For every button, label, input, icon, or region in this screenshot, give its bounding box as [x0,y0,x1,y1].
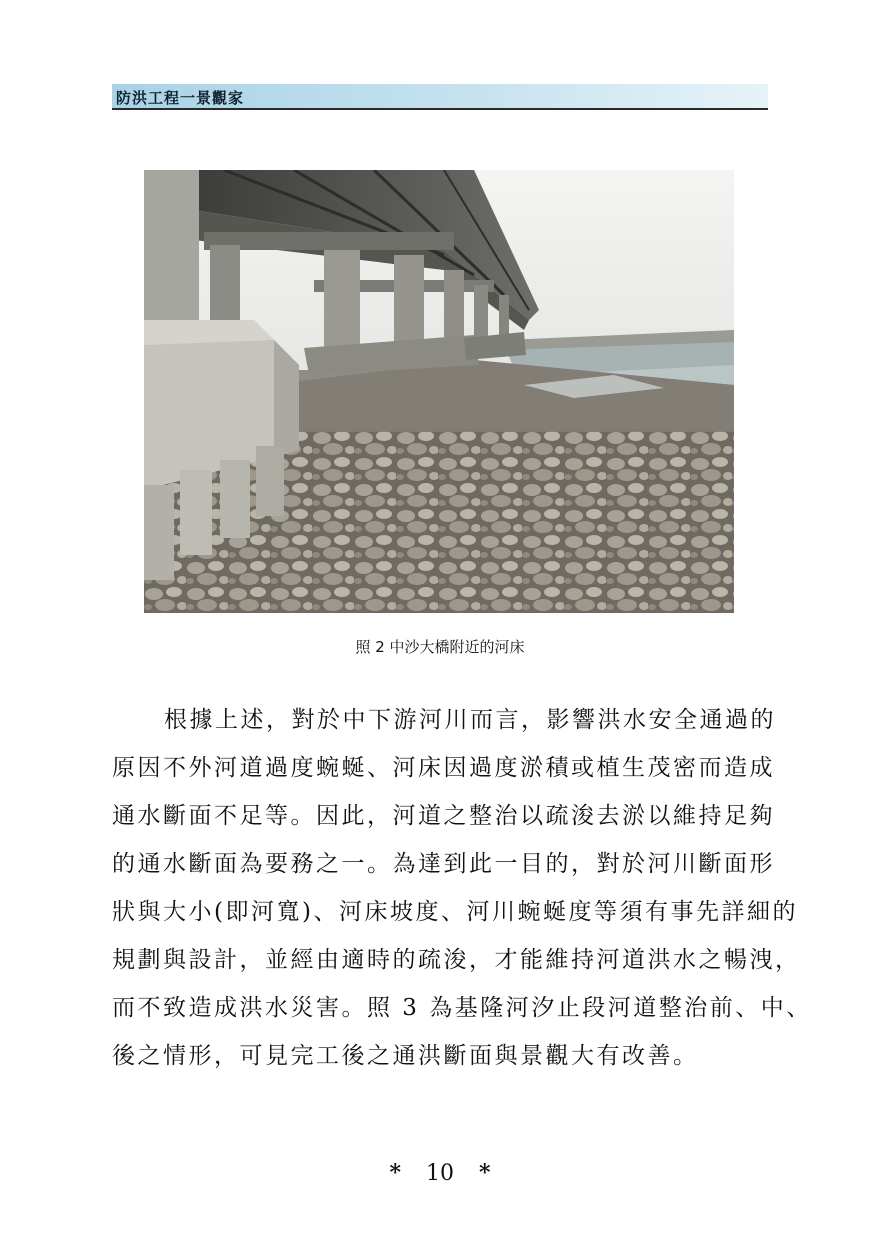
footer-star-right: * [479,1160,491,1186]
body-paragraph [112,696,812,1080]
paragraph-line: 狀與大小(即河寬)、河床坡度、河川蜿蜒度等須有事先詳細的 [112,899,798,925]
paragraph-line: 的通水斷面為要務之一。為達到此一目的，對於河川斷面形 [112,851,775,877]
paragraph-line: 原因不外河道過度蜿蜒、河床因過度淤積或植生茂密而造成 [112,755,775,781]
running-header-title: 防洪工程一景觀家 [116,89,245,107]
paragraph-line: 根據上述，對於中下游河川而言，影響洪水安全通過的 [164,707,776,733]
paragraph-line: 規劃與設計，並經由適時的疏浚，才能維持河道洪水之暢洩， [112,947,801,973]
photo-caption: 照 2 中沙大橋附近的河床 [355,638,525,656]
paragraph-line: 而不致造成洪水災害。照 3 為基隆河汐止段河道整治前、中、 [112,995,812,1021]
paragraph-line: 後之情形，可見完工後之通洪斷面與景觀大有改善。 [112,1043,699,1069]
page-footer [0,1160,880,1186]
paragraph-line: 通水斷面不足等。因此，河道之整治以疏浚去淤以維持足夠 [112,803,775,829]
bridge-riverbed-photo [144,170,734,613]
page-number: 10 [426,1161,454,1186]
footer-star-left: * [389,1160,401,1186]
running-header [112,84,768,110]
